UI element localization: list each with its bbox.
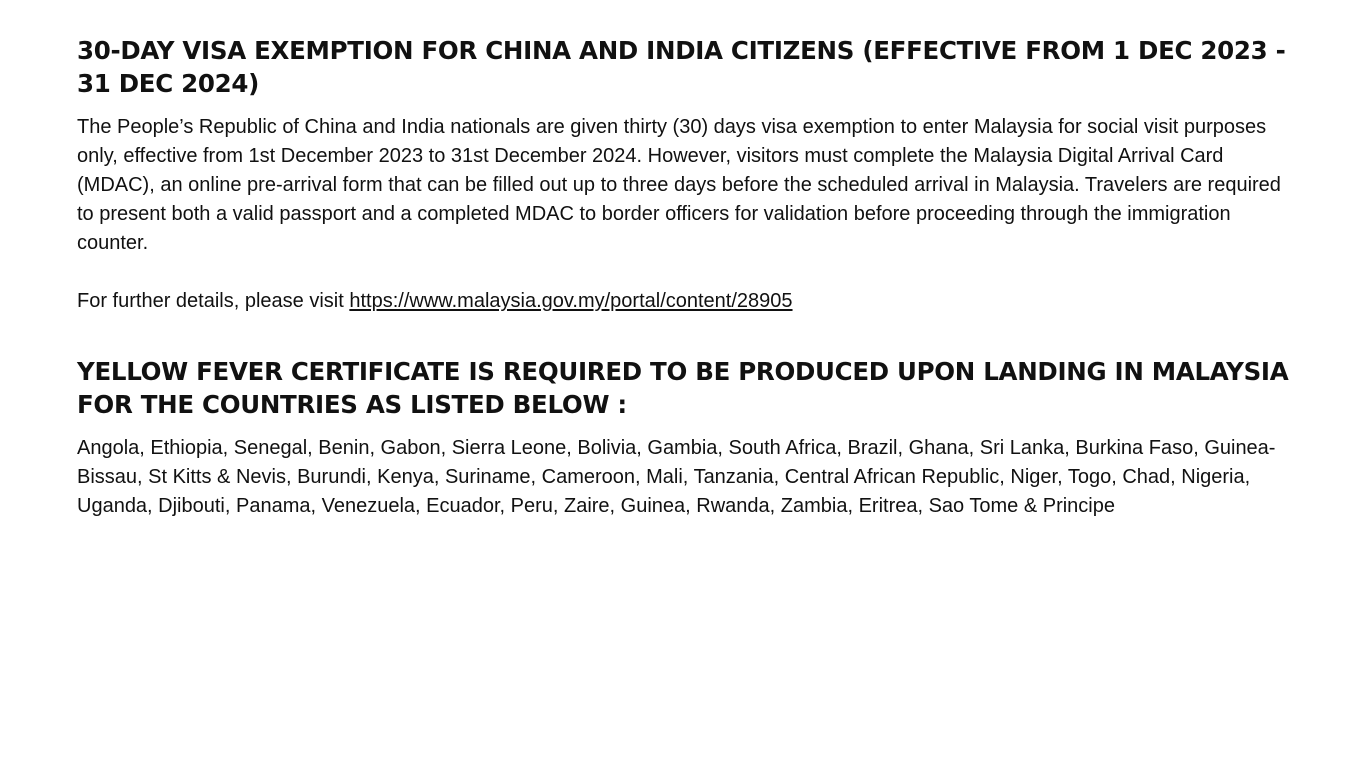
yellow-fever-country-list: Angola, Ethiopia, Senegal, Benin, Gabon, Sierra Leone, Bolivia, Gambia, South Africa, Brazil, Ghana, Sri Lanka, Burkina Faso, Guinea-Bissau, St Kitts & Nevis, Burundi, Kenya, Suriname, Cameroon, Mali, Tanzania, Central African Republic, Niger, Togo, Chad, Nigeria, Uganda, Djibouti, Panama, Venezuela, Ecuador, Peru, Zaire, Guinea, Rwanda, Zambia, Eritrea, Sao Tome & Principe: [77, 437, 1276, 517]
further-details-prefix: For further details, please visit: [77, 290, 350, 312]
further-details-paragraph: [77, 287, 1297, 316]
malaysia-gov-portal-link[interactable]: https://www.malaysia.gov.my/portal/content/28905: [349, 290, 793, 312]
visa-exemption-description: The People’s Republic of China and India nationals are given thirty (30) days visa exemption to enter Malaysia for social visit purposes only, effective from 1st December 2023 to 31st December 2024. However, visitors must complete the Malaysia Digital Arrival Card (MDAC), an online pre-arrival form that can be filled out up to three days before the scheduled arrival in Malaysia. Travelers are required to present both a valid passport and a completed MDAC to border officers for validation before proceeding through the immigration counter.: [77, 116, 1281, 254]
visa-exemption-heading: 30-DAY VISA EXEMPTION FOR CHINA AND INDIA CITIZENS (EFFECTIVE FROM 1 DEC 2023 - 31 DEC 2024): [77, 36, 1286, 98]
yellow-fever-heading: YELLOW FEVER CERTIFICATE IS REQUIRED TO BE PRODUCED UPON LANDING IN MALAYSIA FOR THE COUNTRIES AS LISTED BELOW :: [77, 357, 1289, 419]
document-content: [77, 34, 1297, 521]
